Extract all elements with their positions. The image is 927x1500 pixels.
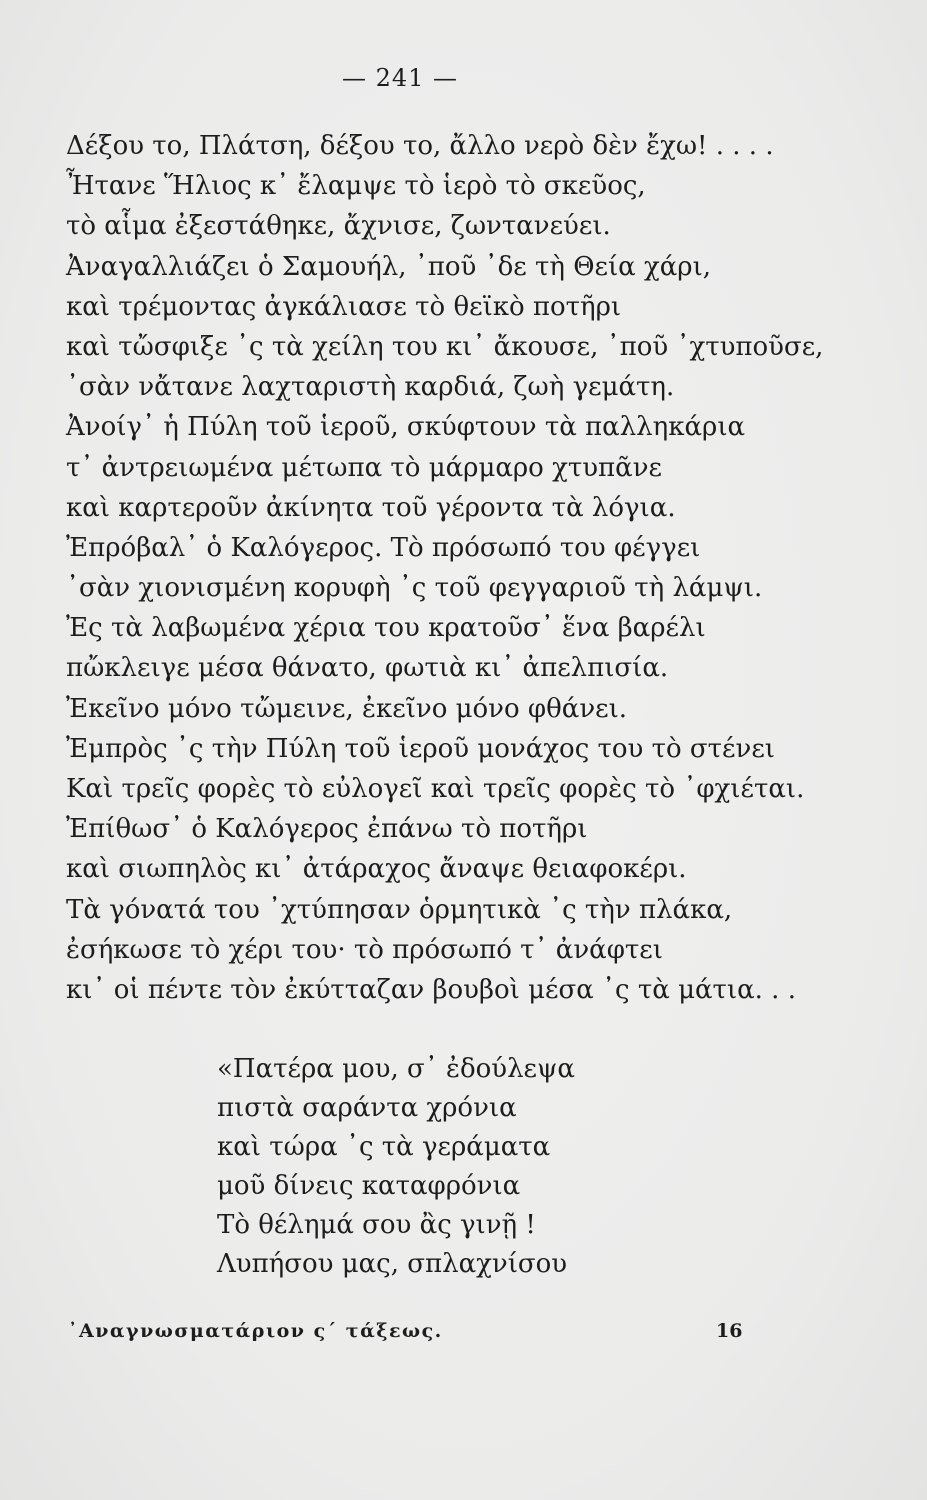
song-line: Τὸ θέλημά σου ἂς γινῇ ! (217, 1210, 536, 1240)
verse-line: Ἐπρόβαλ᾽ ὁ Καλόγερος. Τὸ πρόσωπό του φέγγει (66, 532, 701, 563)
song-line: «Πατέρα μου, σ᾽ ἐδούλεψα (217, 1054, 575, 1084)
verse-line: Ἐμπρὸς ᾽ς τὴν Πύλη τοῦ ἱεροῦ μονάχος του τὸ στένει (66, 733, 775, 764)
verse-line: καὶ σιωπηλὸς κι᾽ ἀτάραχος ἄναψε θειαφοκέρι. (66, 854, 687, 885)
page-number: — 241 — (341, 64, 459, 92)
verse-line: καὶ τὤσφιξε ᾽ς τὰ χείλη του κι᾽ ἄκουσε, ᾽ποῦ ᾽χτυποῦσε, (66, 331, 824, 362)
song-line: καὶ τώρα ᾽ς τὰ γεράματα (217, 1132, 551, 1162)
verse-line: Τὰ γόνατά του ᾽χτύπησαν ὁρμητικὰ ᾽ς τὴν πλάκα, (66, 894, 733, 925)
verse-line: Καὶ τρεῖς φορὲς τὸ εὐλογεῖ καὶ τρεῖς φορὲς τὸ ᾽φχιέται. (66, 774, 805, 804)
main-verse (66, 126, 866, 1010)
song-line: πιστὰ σαράντα χρόνια (217, 1093, 517, 1123)
verse-line: κι᾽ οἱ πέντε τὸν ἐκύτταζαν βουβοὶ μέσα ᾽ς τὰ μάτια. . . (66, 974, 796, 1005)
verse-line: Ἀναγαλλιάζει ὁ Σαμουήλ, ᾽ποῦ ᾽δε τὴ Θεία χάρι, (66, 251, 712, 282)
verse-line: τὸ αἷμα ἐξεστάθηκε, ἄχνισε, ζωντανεύει. (66, 211, 611, 242)
signature-mark: ᾽Αναγνωσματάριον ς´ τάξεως. (68, 1320, 443, 1342)
verse-line: Ἐκεῖνο μόνο τὤμεινε, ἐκεῖνο μόνο φθάνει. (66, 693, 628, 724)
verse-line: τ᾽ ἀντρειωμένα μέτωπα τὸ μάρμαρο χτυπᾶνε (66, 452, 662, 483)
verse-line: καὶ καρτεροῦν ἀκίνητα τοῦ γέροντα τὰ λόγια. (66, 492, 676, 523)
verse-line: Ἦτανε Ἥλιος κ᾽ ἔλαμψε τὸ ἱερὸ τὸ σκεῦος, (66, 171, 646, 202)
verse-line: καὶ τρέμοντας ἀγκάλιασε τὸ θεϊκὸ ποτῆρι (66, 291, 622, 322)
verse-line: Ἐς τὰ λαβωμένα χέρια του κρατοῦσ᾽ ἕνα βαρέλι (66, 613, 706, 644)
song-line: μοῦ δίνεις καταφρόνια (217, 1171, 521, 1201)
song-verse (217, 1050, 717, 1284)
verse-line: Ἀνοίγ᾽ ἡ Πύλη τοῦ ἱεροῦ, σκύφτουν τὰ παλληκάρια (66, 412, 746, 443)
verse-line: Δέξου το, Πλάτση, δέξου το, ἄλλο νερὸ δὲν ἔχω! . . . . (66, 131, 774, 161)
verse-line: πὤκλειγε μέσα θάνατο, φωτιὰ κι᾽ ἀπελπισία. (66, 653, 669, 684)
verse-line: ᾽σὰν νἄτανε λαχταριστὴ καρδιά, ζωὴ γεμάτη. (66, 372, 675, 403)
verse-line: Ἐπίθωσ᾽ ὁ Καλόγερος ἐπάνω τὸ ποτῆρι (66, 814, 588, 845)
sheet-number: 16 (716, 1320, 743, 1342)
verse-line: ἐσήκωσε τὸ χέρι του· τὸ πρόσωπό τ᾽ ἀνάφτει (66, 934, 663, 965)
verse-line: ᾽σὰν χιονισμένη κορυφὴ ᾽ς τοῦ φεγγαριοῦ τὴ λάμψι. (66, 573, 763, 604)
song-line: Λυπήσου μας, σπλαχνίσου (217, 1249, 568, 1279)
